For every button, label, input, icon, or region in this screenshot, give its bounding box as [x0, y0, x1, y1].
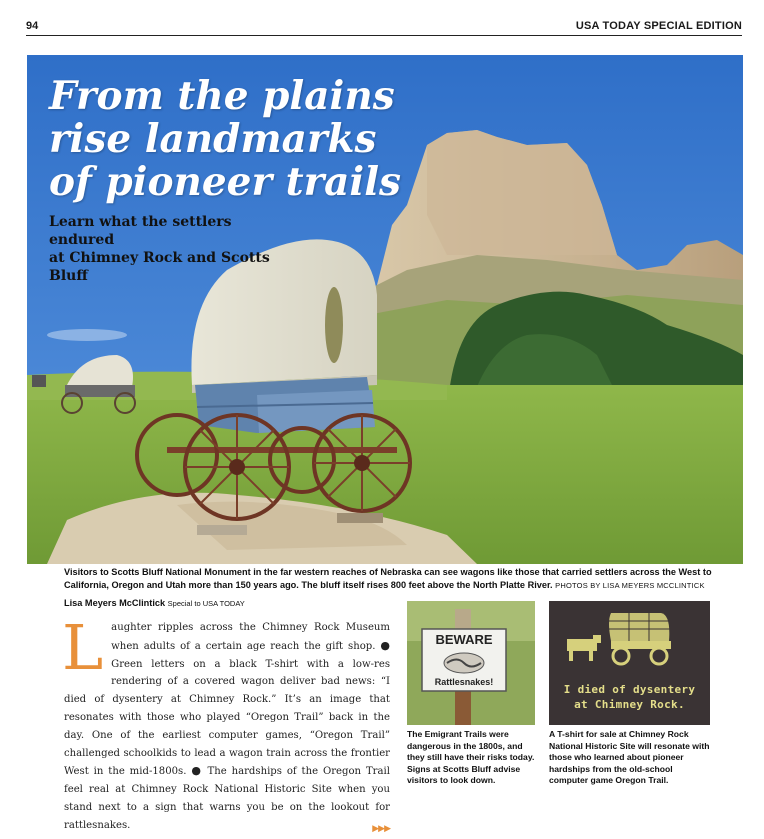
article-text-3: The hardships of the Oregon Trail feel real at Chimney Rock National Historic Site when you stand next to a sign that warns you be on the lookout for rattlesnakes.	[64, 766, 390, 831]
sign-word-rattlesnakes: Rattlesnakes!	[434, 677, 494, 687]
jump-arrows: ▶▶▶	[372, 823, 390, 834]
sign-caption: The Emigrant Trails were dangerous in the 1800s, and they still have their risks today. Signs at Scotts Bluff advise visitors to look down.	[407, 729, 535, 785]
headline-line: of pioneer trails	[49, 159, 401, 205]
byline-affiliation: Special to USA TODAY	[167, 599, 245, 608]
sign-word-beware: BEWARE	[435, 632, 493, 647]
header-rule	[26, 35, 742, 36]
page-number: 94	[26, 20, 39, 32]
subhead-line: Learn what the settlers endured	[49, 214, 232, 248]
subhead-line: at Chimney Rock and Scotts Bluff	[49, 250, 270, 284]
sign-illustration	[407, 601, 535, 725]
bullet-separator: ●	[191, 764, 203, 778]
subhead	[49, 213, 299, 285]
drop-cap: L	[62, 611, 104, 684]
byline	[64, 598, 245, 608]
tshirt-text-line2: at Chimney Rock.	[574, 698, 685, 711]
hero-caption	[64, 566, 734, 592]
photo-rattlesnake-sign	[407, 601, 535, 725]
headline-line: From the plains	[49, 73, 395, 119]
article-body	[62, 611, 390, 839]
tshirt-caption: A T-shirt for sale at Chimney Rock National Historic Site will resonate with those who learned about pioneer hardships from the old-school computer game Oregon Trail.	[549, 729, 710, 785]
photo-tshirt	[549, 601, 710, 725]
hero-caption-text: Visitors to Scotts Bluff National Monument in the far western reaches of Nebraska can see wagons like those that carried settlers across the West to California, Oregon and Utah more than 150 years ago. The bluff itself rises 800 feet above the North Platte River.	[64, 567, 712, 590]
bullet-separator: ●	[380, 638, 390, 652]
article-text-1: aughter ripples across the Chimney Rock Museum when adults of a certain age reach the gift shop.	[111, 622, 390, 652]
article-text-2: Green letters on a black T-shirt with a low-res rendering of a covered wagon deliver bad news: “I died of dysentery at Chimney Rock.” It’s an image that resonates with those who played “Oregon Trail” back in the day. One of the earliest computer games, “Oregon Trail” challenged schoolkids to lead a wagon train across the frontier West in the mid-1800s.	[64, 658, 390, 778]
headline-line: rise landmarks	[49, 116, 377, 162]
byline-name: Lisa Meyers McClintick	[64, 598, 166, 608]
section-title: USA TODAY SPECIAL EDITION	[575, 20, 742, 32]
hero-photo	[27, 55, 743, 564]
tshirt-text-line1: I died of dysentery	[563, 683, 696, 696]
photo-credit: PHOTOS BY LISA MEYERS MCCLINTICK	[555, 580, 705, 590]
headline	[49, 75, 429, 204]
